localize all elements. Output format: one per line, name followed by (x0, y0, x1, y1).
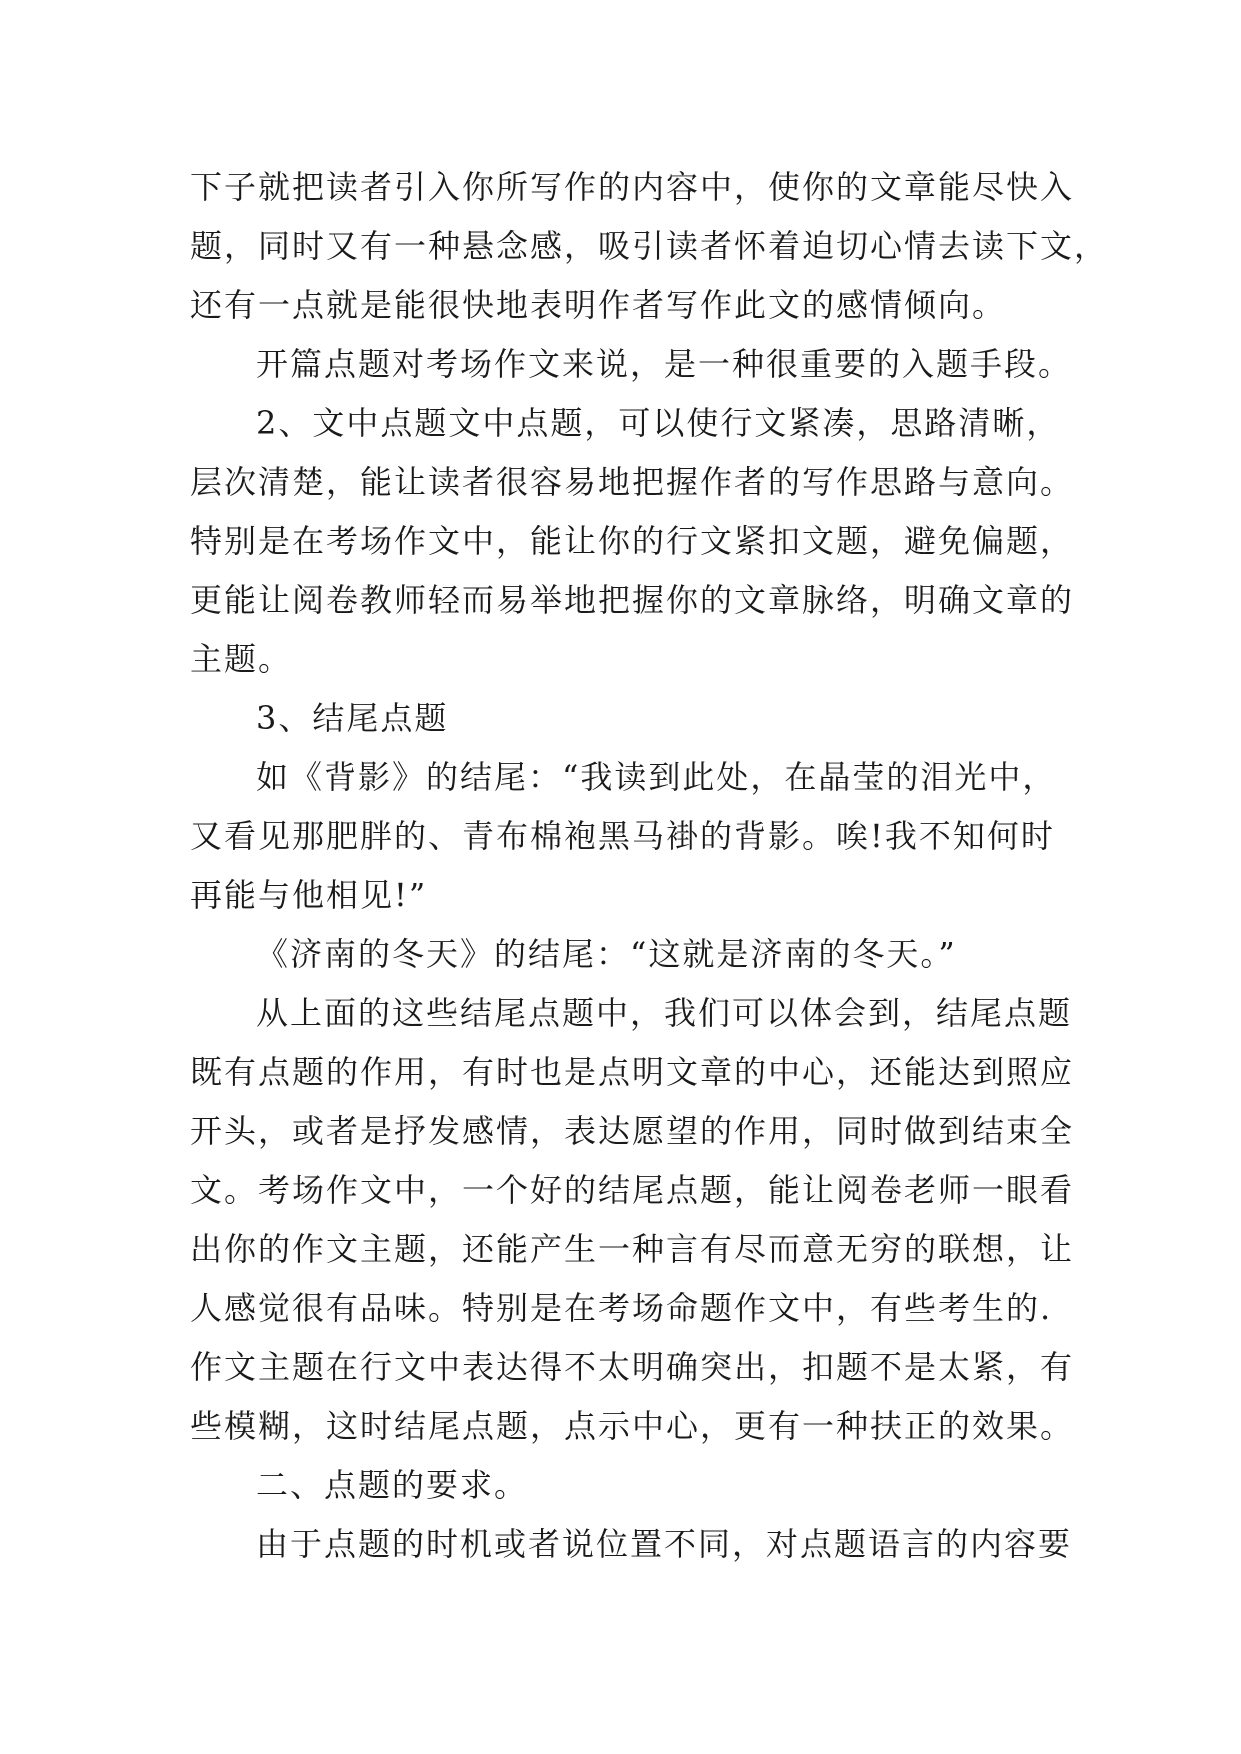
text-line-2: 题，同时又有一种悬念感，吸引读者怀着迫切心情去读下文， (190, 227, 1109, 265)
text-line-12: 又看见那肥胖的、青布棉袍黑马褂的背影。唉!我不知何时 (190, 817, 1055, 855)
paragraph-requirements-intro: 由于点题的时机或者说位置不同，对点题语言的内容要 (256, 1525, 1073, 1563)
text-line-9: 主题。 (190, 640, 293, 678)
paragraph-jinan-quote: 《济南的冬天》的结尾：“这就是济南的冬天。” (256, 935, 957, 973)
text-line-3: 还有一点就是能很快地表明作者写作此文的感情倾向。 (190, 286, 1007, 324)
text-line-19: 出你的作文主题，还能产生一种言有尽而意无穷的联想，让 (190, 1230, 1075, 1268)
text-line-6: 层次清楚，能让读者很容易地把握作者的写作思路与意向。 (190, 463, 1075, 501)
text-line-18: 文。考场作文中，一个好的结尾点题，能让阅卷老师一眼看 (190, 1171, 1075, 1209)
paragraph-beiying-quote: 如《背影》的结尾：“我读到此处，在晶莹的泪光中， (256, 758, 1057, 796)
document-body (190, 158, 1109, 1574)
text-line-20: 人感觉很有品味。特别是在考场命题作文中，有些考生的. (190, 1289, 1053, 1327)
paragraph-opening-title: 开篇点题对考场作文来说，是一种很重要的入题手段。 (256, 345, 1073, 383)
text-line-13: 再能与他相见!” (190, 876, 428, 914)
text-line-1: 下子就把读者引入你所写作的内容中，使你的文章能尽快入 (190, 168, 1075, 206)
paragraph-middle-title: 2、文中点题文中点题，可以使行文紧凑，思路清晰， (256, 404, 1061, 442)
text-line-8: 更能让阅卷教师轻而易举地把握你的文章脉络，明确文章的 (190, 581, 1075, 619)
text-line-21: 作文主题在行文中表达得不太明确突出，扣题不是太紧，有 (190, 1348, 1075, 1386)
paragraph-ending-analysis: 从上面的这些结尾点题中，我们可以体会到，结尾点题 (256, 994, 1073, 1032)
text-line-17: 开头，或者是抒发感情，表达愿望的作用，同时做到结束全 (190, 1112, 1075, 1150)
section-heading-requirements: 二、点题的要求。 (256, 1466, 529, 1504)
text-line-22: 些模糊，这时结尾点题，点示中心，更有一种扶正的效果。 (190, 1407, 1075, 1445)
text-line-7: 特别是在考场作文中，能让你的行文紧扣文题，避免偏题， (190, 522, 1075, 560)
text-line-16: 既有点题的作用，有时也是点明文章的中心，还能达到照应 (190, 1053, 1075, 1091)
section-heading-ending-title: 3、结尾点题 (256, 699, 449, 737)
